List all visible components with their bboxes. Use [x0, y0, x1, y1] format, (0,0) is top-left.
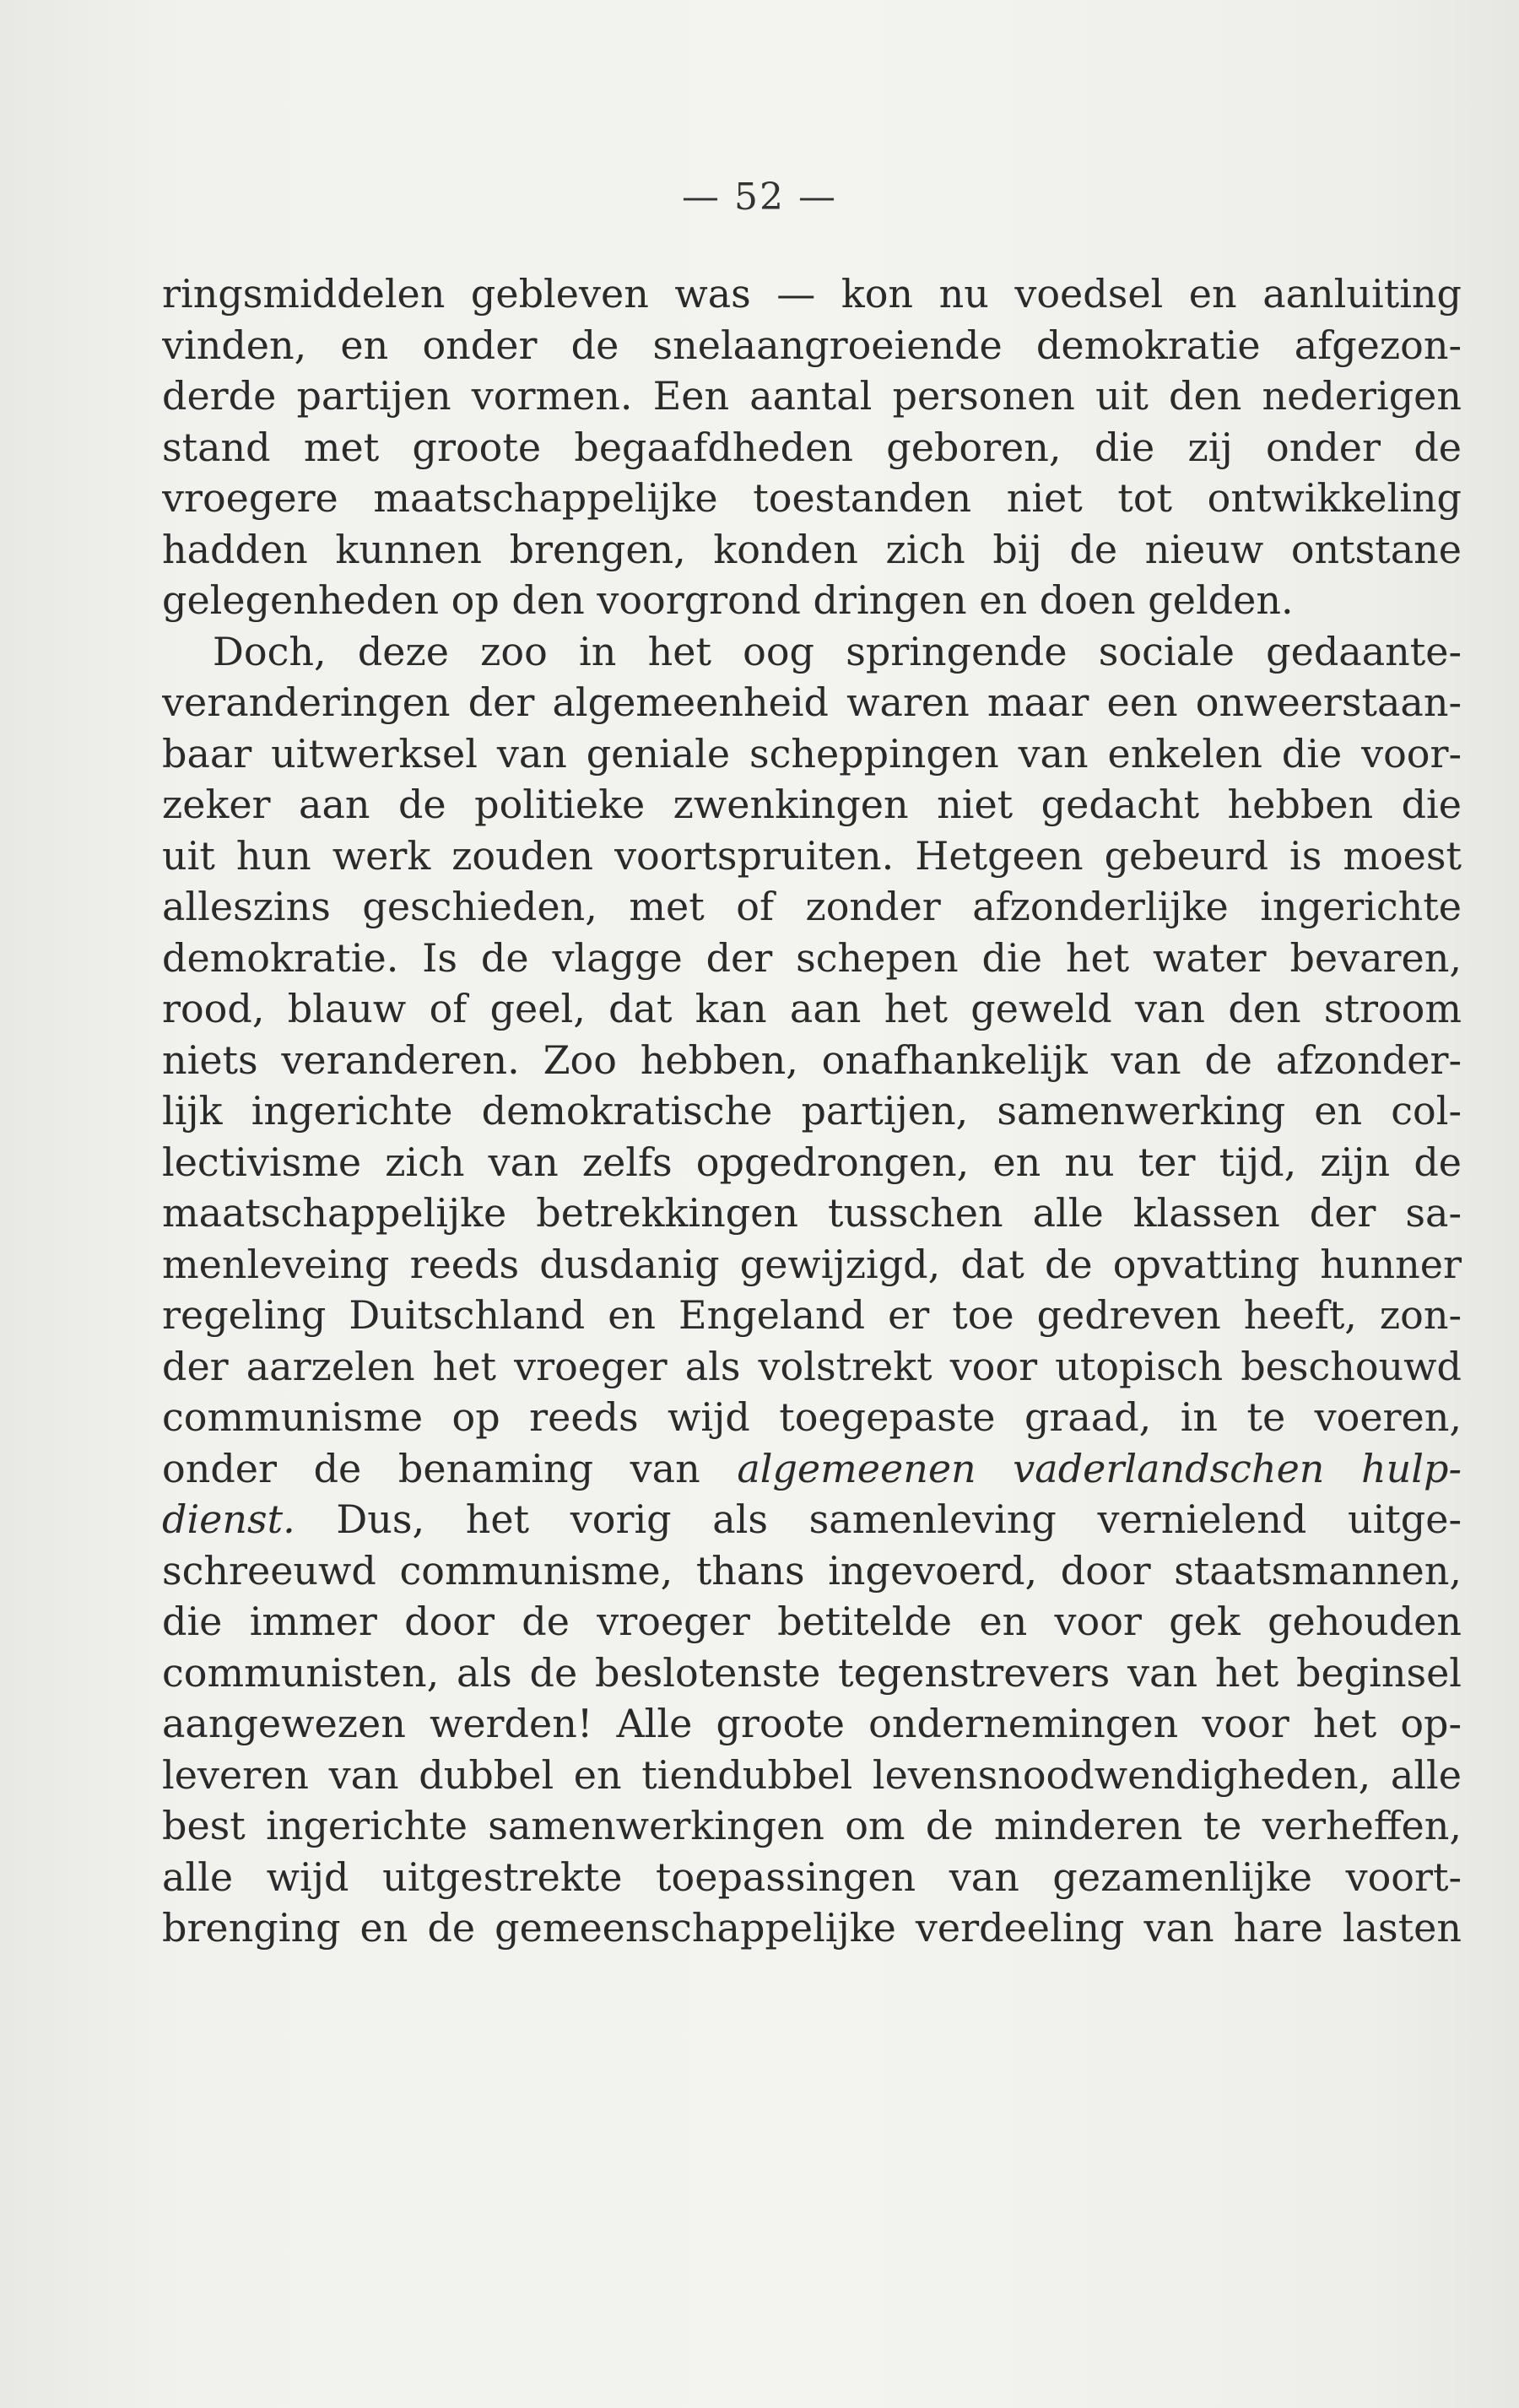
text-line — [162, 1698, 1462, 1750]
text-segment: die immer door de vroeger betitelde en voor gek gehouden — [162, 1599, 1462, 1644]
text-line — [162, 1035, 1462, 1086]
text-segment: rood, blauw of geel, dat kan aan het geweld van den stroom — [162, 986, 1462, 1031]
italic-text-segment: algemeenen vaderlandschen hulp- — [737, 1445, 1462, 1491]
text-segment: leveren van dubbel en tiendubbel levensnoodwendigheden, alle — [162, 1751, 1462, 1798]
text-line — [162, 1750, 1462, 1801]
text-line — [162, 524, 1462, 576]
text-line — [162, 831, 1462, 882]
text-line — [162, 983, 1462, 1035]
text-segment: lijk ingerichte demokratische partijen, samenwerking en col- — [162, 1088, 1462, 1134]
text-segment: alle wijd uitgestrekte toepassingen van gezamenlijke voort- — [162, 1853, 1462, 1900]
text-segment: regeling Duitschland en Engeland er toe gedreven heeft, zon- — [162, 1292, 1462, 1338]
text-segment: lectivisme zich van zelfs opgedrongen, en nu ter tijd, zijn de — [162, 1139, 1462, 1185]
italic-text-segment: dienst. — [162, 1496, 295, 1542]
text-line — [162, 320, 1462, 371]
text-segment: hadden kunnen brengen, konden zich bij de nieuw ontstane — [162, 526, 1462, 572]
text-segment: vinden, en onder de snelaangroeiende demokratie afgezon- — [162, 322, 1462, 368]
text-line — [162, 1494, 1462, 1545]
text-segment: demokratie. Is de vlagge der schepen die het water bevaren, — [162, 934, 1462, 981]
text-line — [162, 1852, 1462, 1903]
text-line — [162, 1800, 1462, 1852]
page-number: — 52 — — [682, 176, 837, 219]
text-line — [162, 371, 1462, 422]
text-segment: communisme op reeds wijd toegepaste graad, in te voeren, — [162, 1394, 1462, 1440]
text-line — [162, 1085, 1462, 1137]
text-line — [162, 422, 1462, 473]
text-line — [162, 677, 1462, 728]
text-segment: schreeuwd communisme, thans ingevoerd, door staatsmannen, — [162, 1547, 1462, 1594]
text-segment: zeker aan de politieke zwenkingen niet gedacht hebben die — [162, 782, 1462, 827]
text-line — [162, 728, 1462, 780]
text-segment: aangewezen werden! Alle groote ondernemingen voor het op- — [162, 1701, 1462, 1746]
text-line — [162, 575, 1462, 626]
text-line — [162, 1290, 1462, 1341]
text-segment: Dus, het vorig als samenleving vernielend uitge- — [295, 1496, 1462, 1542]
text-segment: niets veranderen. Zoo hebben, onafhankelijk van de afzonder- — [162, 1036, 1462, 1083]
text-segment: stand met groote begaafdheden geboren, die zij onder de — [162, 424, 1462, 470]
text-line — [162, 933, 1462, 984]
text-segment: gelegenheden op den voorgrond dringen en doen gelden. — [162, 577, 1294, 623]
text-segment: veranderingen der algemeenheid waren maar een onweerstaan- — [162, 679, 1462, 725]
text-segment: derde partijen vormen. Een aantal personen uit den nederigen — [162, 373, 1462, 419]
text-line — [162, 1137, 1462, 1188]
text-segment: menleveing reeds dusdanig gewijzigd, dat de opvatting hunner — [162, 1241, 1462, 1287]
text-line — [162, 473, 1462, 524]
text-segment: der aarzelen het vroeger als volstrekt voor utopisch beschouwd — [162, 1343, 1462, 1389]
text-segment: brenging en de gemeenschappelijke verdeeling van hare lasten — [162, 1905, 1462, 1951]
text-segment: vroegere maatschappelijke toestanden niet tot ontwikkeling — [162, 475, 1462, 521]
text-line — [162, 1392, 1462, 1443]
text-line — [162, 268, 1462, 320]
text-segment: communisten, als de beslotenste tegenstrevers van het beginsel — [162, 1649, 1462, 1696]
text-line — [162, 1648, 1462, 1699]
text-line — [162, 881, 1462, 933]
text-segment: onder de benaming van — [162, 1445, 738, 1491]
text-segment: maatschappelijke betrekkingen tusschen alle klassen der sa- — [162, 1190, 1462, 1236]
text-segment: ringsmiddelen gebleven was — kon nu voedsel en aanluiting — [162, 271, 1462, 317]
text-line — [162, 1443, 1462, 1495]
text-line — [162, 1188, 1462, 1239]
text-line — [162, 779, 1462, 831]
text-segment: alleszins geschieden, met of zonder afzonderlijke ingerichte — [162, 884, 1462, 929]
text-segment: uit hun werk zouden voortspruiten. Hetgeen gebeurd is moest — [162, 832, 1462, 879]
body-text — [162, 268, 1462, 1954]
text-line — [162, 1239, 1462, 1291]
text-line — [162, 1902, 1462, 1954]
text-line — [162, 626, 1462, 678]
text-line — [162, 1341, 1462, 1393]
text-segment: baar uitwerksel van geniale scheppingen van enkelen die voor- — [162, 730, 1462, 777]
text-segment: Doch, deze zoo in het oog springende sociale gedaante- — [213, 628, 1462, 674]
text-line — [162, 1545, 1462, 1597]
text-segment: best ingerichte samenwerkingen om de minderen te verheffen, — [162, 1803, 1462, 1848]
text-line — [162, 1596, 1462, 1648]
